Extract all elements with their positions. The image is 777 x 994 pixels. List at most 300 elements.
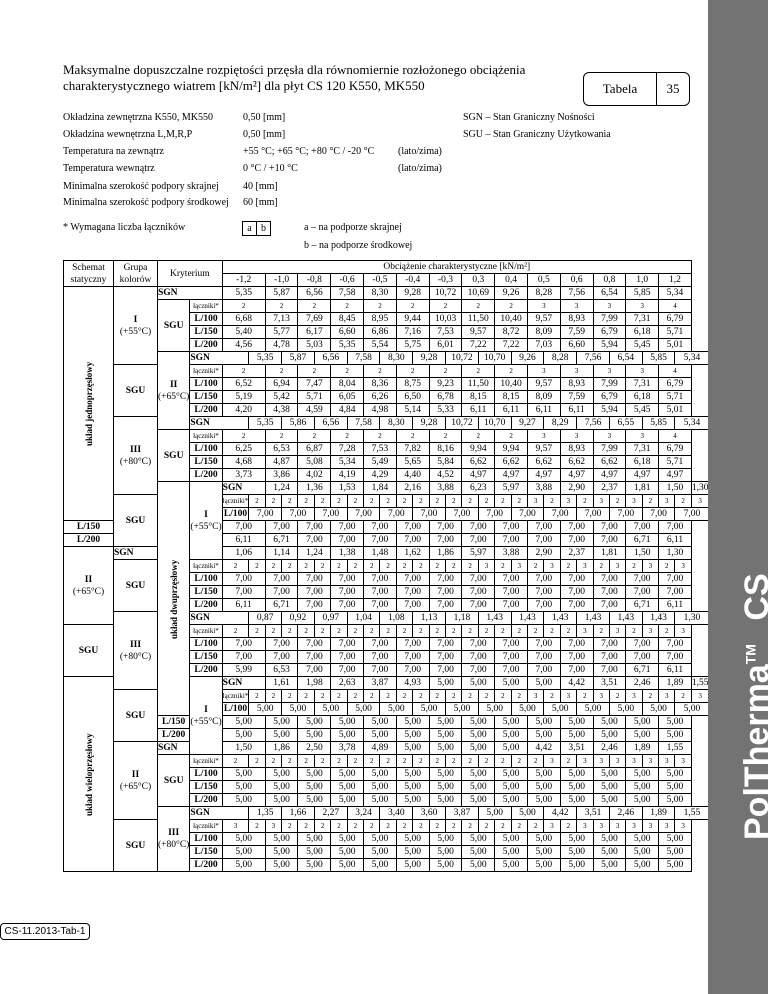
- span-value: 5,00: [659, 781, 692, 794]
- fastener-count: 3: [527, 300, 560, 313]
- sgn-value: 5,00: [495, 677, 528, 690]
- fastener-count: 2: [331, 495, 347, 508]
- span-value: 7,00: [331, 534, 364, 547]
- span-value: 7,00: [298, 521, 331, 534]
- scheme-label: układ jednoprzęsłowy: [64, 287, 114, 521]
- span-value: 7,00: [462, 586, 495, 599]
- span-value: 7,00: [527, 664, 560, 677]
- span-value: 5,00: [298, 859, 331, 872]
- fastener-count: 2: [380, 560, 396, 573]
- fastener-count: 2: [249, 690, 265, 703]
- span-value: 7,99: [593, 313, 626, 326]
- span-value: 5,00: [298, 833, 331, 846]
- sgn-value: 8,29: [544, 417, 577, 430]
- span-value: 5,00: [364, 768, 397, 781]
- span-value: 4,02: [298, 469, 331, 482]
- span-value: 5,00: [527, 859, 560, 872]
- fastener-count: 2: [298, 560, 314, 573]
- load-value: -0,3: [429, 274, 462, 287]
- span-value: 4,97: [659, 469, 692, 482]
- span-value: 7,00: [331, 599, 364, 612]
- span-value: 4,52: [429, 469, 462, 482]
- span-value: 7,00: [527, 534, 560, 547]
- span-value: 5,00: [462, 781, 495, 794]
- fastener-count: 2: [675, 495, 691, 508]
- sgn-value: 1,30: [659, 547, 692, 560]
- fastener-count: 3: [659, 690, 675, 703]
- span-value: 5,00: [265, 781, 298, 794]
- sgn-value: 7,58: [347, 352, 380, 365]
- span-value: 7,00: [462, 521, 495, 534]
- sgn-value: 5,00: [462, 677, 495, 690]
- span-value: 7,00: [364, 651, 397, 664]
- span-value: 5,00: [396, 781, 429, 794]
- criterion-l200: L/200: [158, 729, 190, 742]
- fastener-count: 3: [609, 625, 625, 638]
- span-value: 5,00: [659, 846, 692, 859]
- span-value: 5,03: [298, 339, 331, 352]
- fastener-count: 2: [331, 430, 364, 443]
- span-value: 7,59: [560, 326, 593, 339]
- span-value: 6,62: [593, 456, 626, 469]
- fastener-count: 2: [265, 625, 281, 638]
- fastener-count: 2: [265, 430, 298, 443]
- span-value: 4,40: [396, 469, 429, 482]
- sgn-value: 3,87: [446, 807, 479, 820]
- sgn-value: 1,53: [331, 482, 364, 495]
- fastener-count: 3: [593, 495, 609, 508]
- criterion-l100: L/100: [190, 443, 222, 456]
- span-value: 7,00: [429, 664, 462, 677]
- fastener-count: 2: [314, 625, 330, 638]
- sgn-value: 3,51: [560, 742, 593, 755]
- span-value: 4,59: [298, 404, 331, 417]
- span-value: 7,22: [462, 339, 495, 352]
- sgn-value: 5,34: [675, 352, 709, 365]
- fastener-count: 2: [413, 495, 429, 508]
- sgn-value: 5,00: [527, 677, 560, 690]
- span-value: 5,00: [495, 846, 528, 859]
- sgn-value: 7,56: [560, 287, 593, 300]
- span-value: 7,00: [331, 521, 364, 534]
- fastener-count: 2: [249, 495, 265, 508]
- fastener-count: 3: [527, 430, 560, 443]
- sgn-label: SGN: [190, 417, 249, 430]
- span-value: 5,00: [364, 794, 397, 807]
- group-cell: [114, 417, 158, 495]
- fastener-count: 2: [495, 820, 511, 833]
- sgn-value: 9,28: [413, 352, 446, 365]
- fastener-count: 3: [222, 820, 249, 833]
- span-value: 7,00: [396, 664, 429, 677]
- fastener-count: 2: [446, 625, 462, 638]
- span-value: 4,97: [495, 469, 528, 482]
- criterion-l150: L/150: [190, 651, 222, 664]
- group-cell: [190, 482, 222, 560]
- sgn-value: 1,36: [298, 482, 331, 495]
- sgn-value: 6,23: [462, 482, 495, 495]
- fastener-count: 2: [347, 755, 363, 768]
- brand-tm: TM: [742, 644, 759, 665]
- span-value: 6,60: [560, 339, 593, 352]
- span-value: 4,68: [222, 456, 265, 469]
- sgn-value: 2,37: [593, 482, 626, 495]
- span-value: 5,00: [659, 794, 692, 807]
- group-temp: (+55°C): [190, 716, 222, 727]
- group-temp: (+80°C): [158, 840, 190, 850]
- span-value: 11,50: [462, 313, 495, 326]
- span-value: 7,00: [429, 534, 462, 547]
- span-value: 5,01: [659, 339, 692, 352]
- fastener-count: 2: [609, 495, 625, 508]
- sgn-value: 1,06: [222, 547, 265, 560]
- span-value: 7,00: [462, 534, 495, 547]
- fastener-count: 2: [495, 625, 511, 638]
- span-value: 6,11: [462, 404, 495, 417]
- param-label: Minimalna szerokość podpory środkowej: [63, 197, 229, 208]
- fastener-count: 2: [396, 755, 412, 768]
- span-value: 5,00: [249, 703, 282, 716]
- span-value: 5,00: [527, 716, 560, 729]
- span-value: 5,00: [593, 768, 626, 781]
- span-value: 7,00: [478, 508, 511, 521]
- span-value: 7,00: [659, 638, 692, 651]
- span-value: 5,40: [222, 326, 265, 339]
- span-value: 7,00: [462, 599, 495, 612]
- span-value: 5,00: [396, 859, 429, 872]
- fastener-count: 2: [314, 495, 330, 508]
- sgn-value: 1,55: [659, 742, 692, 755]
- sgn-value: 3,60: [413, 807, 446, 820]
- span-value: 7,00: [560, 599, 593, 612]
- sgn-value: 7,56: [577, 417, 610, 430]
- fastener-count: 2: [544, 625, 560, 638]
- fastener-count: 2: [462, 690, 478, 703]
- group-temp: (+80°C): [119, 456, 152, 467]
- span-value: 6,79: [659, 443, 692, 456]
- sgn-value: 1,81: [626, 482, 659, 495]
- fastener-count: 2: [364, 690, 380, 703]
- load-value: -1,2: [222, 274, 265, 287]
- fastener-count: 2: [222, 365, 265, 378]
- span-value: 8,95: [364, 313, 397, 326]
- criterion-l150: L/150: [190, 846, 222, 859]
- fastener-count: 4: [659, 430, 692, 443]
- sgn-value: 1,55: [691, 678, 709, 688]
- sgn-value: 1,04: [347, 612, 380, 625]
- load-value: 0,6: [560, 274, 593, 287]
- fastener-count: 3: [478, 560, 494, 573]
- fastener-count: 2: [659, 560, 675, 573]
- fastener-count: 2: [609, 690, 625, 703]
- param-extra: (lato/zima): [398, 163, 442, 174]
- fastener-count: 2: [282, 755, 298, 768]
- span-value: 5,00: [478, 703, 511, 716]
- fastener-b-box: b: [256, 221, 271, 236]
- span-value: 5,84: [429, 456, 462, 469]
- span-value: 5,65: [396, 456, 429, 469]
- sgn-value: 1,55: [675, 807, 709, 820]
- sgn-value: 3,88: [429, 482, 462, 495]
- span-value: 10,03: [429, 313, 462, 326]
- sgn-value: 5,00: [462, 742, 495, 755]
- span-value: 5,00: [265, 846, 298, 859]
- sgn-value: 2,50: [298, 742, 331, 755]
- sgn-value: 0,92: [282, 612, 315, 625]
- criterion-l150: L/150: [190, 326, 222, 339]
- sgn-value: 1,62: [396, 547, 429, 560]
- span-value: 5,00: [626, 833, 659, 846]
- sgn-value: 2,46: [609, 807, 642, 820]
- load-value: -0,6: [331, 274, 364, 287]
- sgn-value: 2,63: [331, 677, 364, 690]
- span-value: 5,00: [626, 859, 659, 872]
- fastener-count: 2: [298, 495, 314, 508]
- group-temp: (+80°C): [119, 651, 152, 662]
- span-value: 4,97: [626, 469, 659, 482]
- span-value: 7,03: [527, 339, 560, 352]
- sgn-value: 1,66: [282, 807, 315, 820]
- sgn-label: SGN: [158, 742, 223, 755]
- sgn-value: 1,43: [577, 612, 610, 625]
- sgn-value: 1,98: [298, 677, 331, 690]
- span-value: 7,00: [265, 651, 298, 664]
- span-value: 7,00: [364, 573, 397, 586]
- fastener-count: 2: [396, 365, 429, 378]
- fastener-label: łączniki*: [190, 300, 222, 313]
- fastener-count: 2: [446, 690, 462, 703]
- param-value: +55 °C; +65 °C; +80 °C / -20 °C: [243, 146, 375, 157]
- fastener-count: 2: [642, 690, 658, 703]
- sgn-value: 2,37: [560, 547, 593, 560]
- fastener-count: 2: [249, 755, 265, 768]
- fastener-count: 3: [527, 365, 560, 378]
- fastener-count: 2: [593, 560, 609, 573]
- fastener-label: łączniki*: [190, 625, 222, 638]
- span-value: 7,00: [429, 521, 462, 534]
- span-value: 7,00: [462, 573, 495, 586]
- sgn-value: 5,87: [265, 287, 298, 300]
- criterion-l150: L/150: [190, 781, 222, 794]
- sgu-label: SGU: [114, 365, 158, 417]
- fastener-count: 2: [298, 300, 331, 313]
- span-value: 5,94: [593, 339, 626, 352]
- group-name: III: [168, 828, 180, 838]
- sgn-value: 10,72: [429, 287, 462, 300]
- span-value: 5,00: [593, 716, 626, 729]
- span-value: 6,68: [222, 313, 265, 326]
- span-value: 7,00: [544, 508, 577, 521]
- load-value: -0,8: [298, 274, 331, 287]
- span-value: 7,00: [380, 508, 413, 521]
- fastener-count: 2: [331, 820, 347, 833]
- sgn-value: 5,35: [249, 352, 282, 365]
- fastener-count: 2: [626, 560, 642, 573]
- sgn-value: 2,90: [560, 482, 593, 495]
- span-value: 7,00: [298, 638, 331, 651]
- fastener-count: 2: [364, 430, 397, 443]
- fastener-count: 3: [577, 755, 593, 768]
- span-value: 6,86: [364, 326, 397, 339]
- fastener-count: 3: [577, 820, 593, 833]
- span-value: 6,26: [364, 391, 397, 404]
- span-value: 7,00: [675, 508, 709, 521]
- span-value: 6,78: [429, 391, 462, 404]
- span-value: 7,00: [593, 521, 626, 534]
- span-value: 7,00: [265, 521, 298, 534]
- span-value: 7,00: [364, 521, 397, 534]
- span-value: 5,00: [495, 768, 528, 781]
- param-label: Temperatura na zewnątrz: [63, 146, 164, 157]
- fastener-count: 2: [396, 820, 412, 833]
- span-value: 5,00: [626, 781, 659, 794]
- fastener-count: 2: [560, 560, 576, 573]
- span-value: 8,93: [560, 443, 593, 456]
- span-value: 5,77: [265, 326, 298, 339]
- span-value: 7,00: [495, 599, 528, 612]
- span-value: 7,00: [626, 573, 659, 586]
- span-value: 5,00: [560, 794, 593, 807]
- span-value: 7,00: [593, 586, 626, 599]
- span-value: 5,00: [462, 729, 495, 742]
- span-value: 7,00: [495, 651, 528, 664]
- fastener-count: 2: [462, 820, 478, 833]
- fastener-count: 3: [560, 365, 593, 378]
- fastener-count: 2: [265, 690, 281, 703]
- fastener-count: 3: [609, 755, 625, 768]
- fastener-count: 3: [593, 755, 609, 768]
- span-value: 7,00: [560, 638, 593, 651]
- sgn-value: 5,34: [659, 287, 692, 300]
- fastener-count: 2: [429, 625, 445, 638]
- legend-a: a – na podporze skrajnej: [304, 222, 402, 233]
- span-value: 5,00: [331, 768, 364, 781]
- sgn-value: 7,58: [347, 417, 380, 430]
- sgu-label: SGU: [158, 300, 190, 352]
- tabela-number: 35: [666, 81, 680, 96]
- tabela-box: [583, 72, 690, 106]
- span-value: 6,01: [429, 339, 462, 352]
- span-value: 5,00: [527, 794, 560, 807]
- sgu-label: SGU: [114, 690, 158, 742]
- span-value: 5,00: [298, 846, 331, 859]
- sgn-value: 1,89: [659, 677, 692, 690]
- span-value: 7,00: [331, 664, 364, 677]
- span-value: 5,00: [577, 703, 610, 716]
- span-value: 6,71: [626, 534, 659, 547]
- fastener-count: 2: [478, 495, 494, 508]
- sgn-value: 5,34: [675, 417, 709, 430]
- fastener-count: 2: [413, 755, 429, 768]
- span-value: 8,09: [527, 326, 560, 339]
- span-value: 5,00: [265, 833, 298, 846]
- criterion-l200: L/200: [190, 469, 222, 482]
- span-value: 5,00: [429, 729, 462, 742]
- sgn-value: 5,97: [462, 547, 495, 560]
- span-value: 7,00: [626, 651, 659, 664]
- span-value: 5,00: [347, 703, 380, 716]
- span-value: 7,00: [560, 534, 593, 547]
- brand-logo: [738, 573, 777, 840]
- span-value: 9,57: [462, 326, 495, 339]
- span-value: 4,97: [593, 469, 626, 482]
- span-value: 5,00: [659, 729, 692, 742]
- sgn-value: 1,89: [642, 807, 675, 820]
- sgn-value: 1,24: [298, 547, 331, 560]
- span-value: 4,20: [222, 404, 265, 417]
- header-kryterium: Kryterium: [158, 261, 223, 287]
- span-value: 9,57: [527, 313, 560, 326]
- sgn-value: 5,00: [511, 807, 544, 820]
- span-value: 7,00: [527, 599, 560, 612]
- span-value: 5,00: [265, 768, 298, 781]
- fastener-count: 2: [429, 365, 462, 378]
- fastener-count: 2: [511, 820, 527, 833]
- sgn-value: 4,42: [527, 742, 560, 755]
- fastener-count: 2: [511, 495, 527, 508]
- fastener-count: 2: [446, 820, 462, 833]
- param-label: Okładzina wewnętrzna L,M,R,P: [63, 129, 193, 140]
- fastener-count: 2: [560, 625, 576, 638]
- span-value: 5,00: [364, 859, 397, 872]
- criterion-l200: L/200: [190, 664, 222, 677]
- fastener-count: 2: [282, 560, 298, 573]
- fastener-count: 3: [626, 690, 642, 703]
- span-value: 8,45: [331, 313, 364, 326]
- span-value: 7,00: [527, 638, 560, 651]
- span-value: 7,00: [626, 586, 659, 599]
- span-value: 5,00: [265, 729, 298, 742]
- span-value: 5,54: [364, 339, 397, 352]
- header-load: Obciążenie charakterystyczne [kN/m²]: [222, 261, 691, 274]
- span-value: 5,00: [462, 794, 495, 807]
- span-value: 5,00: [396, 768, 429, 781]
- span-value: 6,60: [331, 326, 364, 339]
- span-value: 6,52: [222, 378, 265, 391]
- fastener-count: 3: [577, 625, 593, 638]
- span-value: 5,00: [560, 859, 593, 872]
- fastener-count: 2: [511, 690, 527, 703]
- fastener-count: 2: [265, 300, 298, 313]
- fastener-count: 2: [429, 755, 445, 768]
- fastener-label: łączniki*: [222, 690, 249, 703]
- span-value: 5,00: [544, 703, 577, 716]
- criterion-l100: L/100: [223, 704, 248, 714]
- span-value: 5,00: [626, 768, 659, 781]
- span-value: 6,71: [265, 534, 298, 547]
- span-value: 5,00: [222, 781, 265, 794]
- fastener-count: 2: [265, 755, 281, 768]
- span-value: 5,00: [659, 768, 692, 781]
- span-value: 4,38: [265, 404, 298, 417]
- span-value: 7,00: [593, 534, 626, 547]
- span-value: 7,00: [495, 534, 528, 547]
- span-value: 5,00: [331, 781, 364, 794]
- fastener-count: 2: [380, 625, 396, 638]
- load-value: -0,5: [364, 274, 397, 287]
- span-value: 4,19: [331, 469, 364, 482]
- span-value: 5,00: [495, 729, 528, 742]
- fastener-count: 2: [429, 430, 462, 443]
- fastener-count: 2: [222, 430, 265, 443]
- span-value: 7,00: [298, 651, 331, 664]
- fastener-count: 2: [282, 495, 298, 508]
- fastener-count: 2: [265, 560, 281, 573]
- fastener-count: 2: [495, 495, 511, 508]
- header-grupa: Grupa kolorów: [114, 261, 158, 287]
- span-value: 7,00: [429, 586, 462, 599]
- sgn-value: 1,89: [626, 742, 659, 755]
